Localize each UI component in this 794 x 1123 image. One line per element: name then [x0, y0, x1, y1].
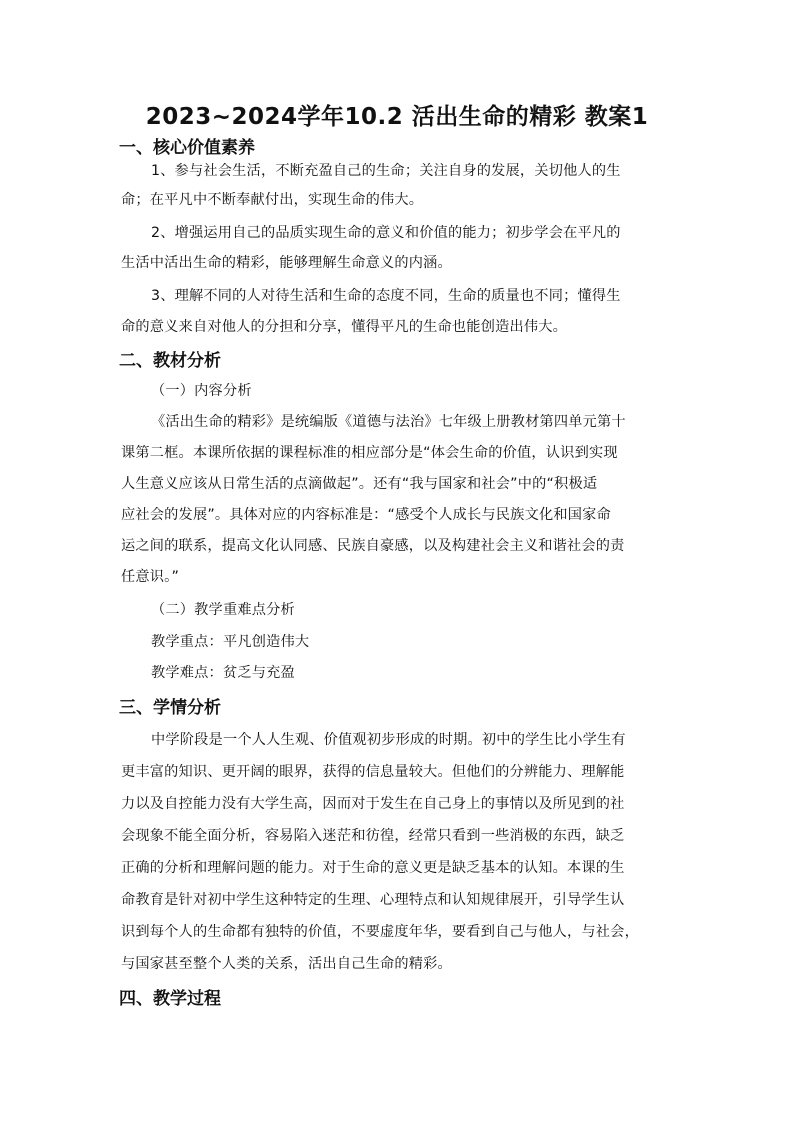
subheading-key-difficult-points: （二）教学重难点分析 — [151, 602, 295, 618]
subheading-content-analysis: （一）内容分析 — [151, 383, 252, 399]
paragraph-line: 运之间的联系，提高文化认同感、民族自豪感，以及构建社会主义和谐社会的责 — [121, 538, 625, 554]
paragraph-line: 3、理解不同的人对待生活和生命的态度不同，生命的质量也不同；懂得生 — [151, 288, 621, 304]
paragraph-line: 《活出生命的精彩》是统编版《道德与法治》七年级上册教材第四单元第十 — [151, 414, 626, 430]
paragraph-line: 中学阶段是一个人人生观、价值观初步形成的时期。初中的学生比小学生有 — [151, 732, 626, 748]
section-heading-student-analysis: 三、学情分析 — [119, 698, 221, 718]
paragraph-line: 识到每个人的生命都有独特的价值，不要虚度年华，要看到自己与他人，与社会， — [121, 924, 639, 940]
section-heading-core-values: 一、核心价值素养 — [119, 138, 255, 158]
paragraph-line: 命的意义来自对他人的分担和分享，懂得平凡的生命也能创造出伟大。 — [121, 319, 568, 335]
paragraph-line: 力以及自控能力没有大学生高，因而对于发生在自己身上的事情以及所见到的社 — [121, 796, 625, 812]
difficult-point-line: 教学难点：贫乏与充盈 — [151, 665, 295, 681]
paragraph-line: 生活中活出生命的精彩，能够理解生命意义的内涵。 — [121, 255, 452, 271]
paragraph-line: 2、增强运用自己的品质实现生命的意义和价值的能力；初步学会在平凡的 — [151, 225, 621, 241]
paragraph-line: 命教育是针对初中学生这种特定的生理、心理特点和认知规律展开，引导学生认 — [121, 892, 625, 908]
paragraph-line: 课第二框。本课所依据的课程标准的相应部分是“体会生命的价值，认识到实现 — [121, 445, 618, 461]
paragraph-line: 人生意义应该从日常生活的点滴做起”。还有“我与国家和社会”中的“积极适 — [121, 476, 598, 492]
paragraph-line: 任意识。” — [121, 569, 180, 585]
section-heading-textbook-analysis: 二、教材分析 — [119, 351, 221, 371]
section-heading-teaching-process: 四、教学过程 — [119, 989, 221, 1009]
key-point-line: 教学重点：平凡创造伟大 — [151, 634, 310, 650]
paragraph-line: 会现象不能全面分析，容易陷入迷茫和彷徨，经常只看到一些消极的东西，缺乏 — [121, 828, 625, 844]
paragraph-line: 应社会的发展”。具体对应的内容标准是：“感受个人成长与民族文化和国家命 — [121, 507, 611, 523]
paragraph-line: 更丰富的知识、更开阔的眼界，获得的信息量较大。但他们的分辨能力、理解能 — [121, 764, 625, 780]
paragraph-line: 正确的分析和理解问题的能力。对于生命的意义更是缺乏基本的认知。本课的生 — [121, 860, 625, 876]
paragraph-line: 1、参与社会生活，不断充盈自己的生命；关注自身的发展，关切他人的生 — [151, 163, 621, 179]
document-title: 2023~2024学年10.2 活出生命的精彩 教案1 — [145, 104, 649, 130]
paragraph-line: 命；在平凡中不断奉献付出，实现生命的伟大。 — [121, 192, 424, 208]
paragraph-line: 与国家甚至整个人类的关系，活出自己生命的精彩。 — [121, 956, 452, 972]
